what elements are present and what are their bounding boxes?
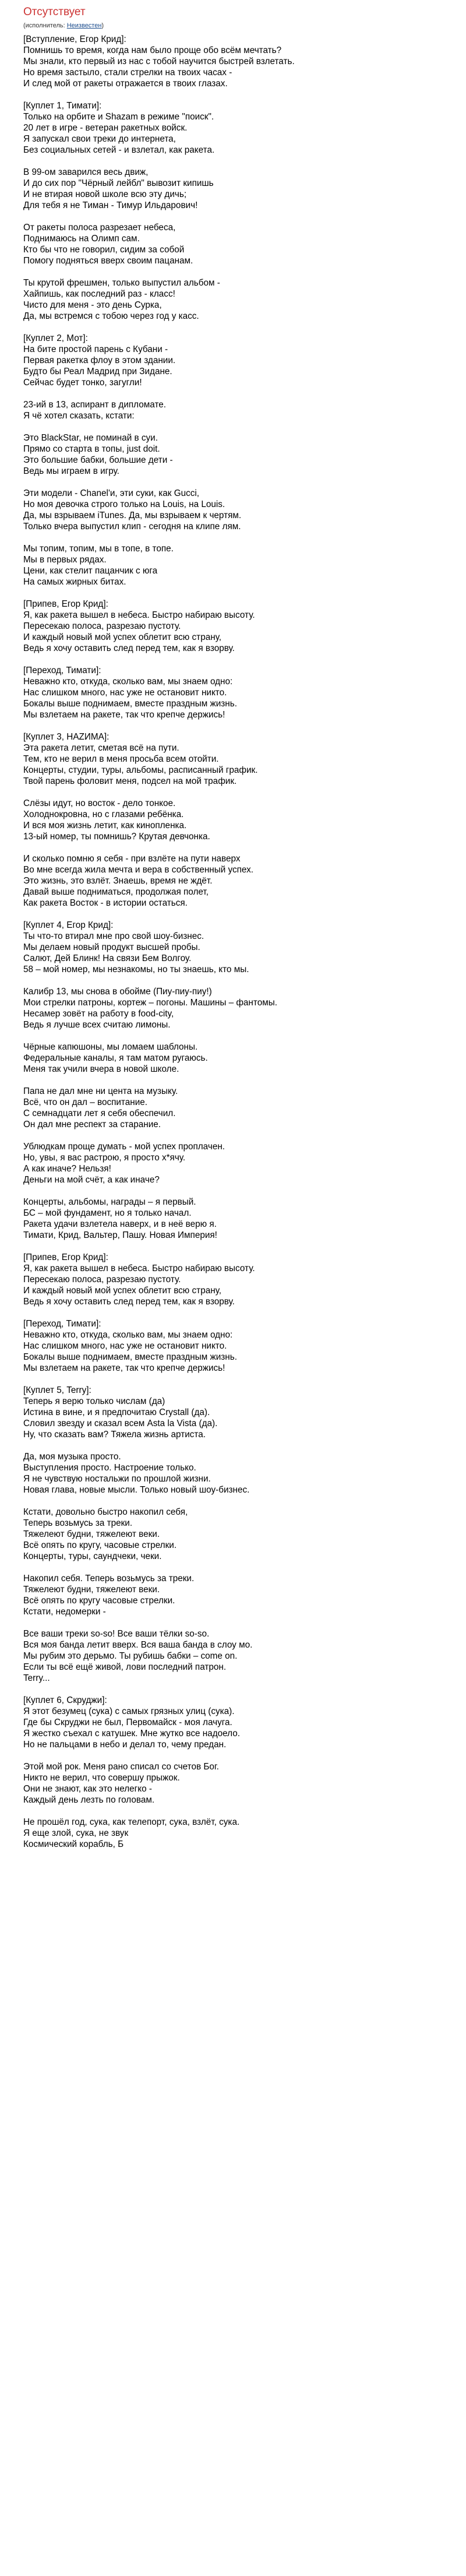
artist-suffix: ) [101, 22, 104, 29]
lyric-line: Федеральные каналы, я там матом ругаюсь. [23, 1053, 208, 1063]
lyric-line: 20 лет в игре - ветеран ракетных войск. [23, 123, 188, 133]
lyric-line: Да, мы встремся с тобою через год у касс. [23, 311, 199, 321]
lyric-line: Мы рубим это дерьмо. Ты рубишь бабки – come on. [23, 1651, 238, 1661]
lyric-line: Я чё хотел сказать, кстати: [23, 411, 135, 421]
stanza-break [23, 975, 443, 986]
lyric-line: Помогу подняться вверх своим пацанам. [23, 256, 193, 266]
stanza-break [23, 909, 443, 920]
stanza-break [23, 587, 443, 599]
lyric-line: В 99-ом заварился весь движ, [23, 167, 149, 177]
artist-prefix: (исполнитель: [23, 22, 67, 29]
lyric-line: Несамер зовёт на работу в food-city, [23, 1009, 174, 1019]
lyric-line: Где бы Скруджи не был, Первомайск - моя лачуга. [23, 1718, 232, 1727]
lyric-line: Концерты, альбомы, награды – я первый. [23, 1197, 196, 1207]
stanza-break [23, 1617, 443, 1628]
lyric-line: Это BlackStar, не поминай в суи. [23, 433, 158, 443]
lyric-line: Твой парень фоловит меня, подсел на мой трафик. [23, 776, 237, 786]
lyric-line: Ты крутой фрешмен, только выпустил альбом - [23, 278, 220, 288]
lyric-line: [Куплет 6, Скруджи]: [23, 1695, 107, 1705]
stanza-break [23, 1307, 443, 1318]
lyric-line: Я, как ракета вышел в небеса. Быстро набираю высоту. [23, 610, 255, 620]
stanza-break [23, 1440, 443, 1451]
lyric-line: [Куплет 5, Terry]: [23, 1385, 91, 1395]
stanza-break [23, 1750, 443, 1761]
lyric-line: Да, моя музыка просто. [23, 1452, 121, 1462]
lyric-line: Кстати, недомерки - [23, 1607, 106, 1617]
lyric-line: Но моя девочка строго только на Louis, на Louis. [23, 499, 225, 509]
lyric-line: Ты что-то втирал мне про свой шоу-бизнес. [23, 931, 204, 941]
lyric-line: Салют, Дей Блинк! На связи Бем Волгоу. [23, 953, 192, 963]
lyric-line: Будто бы Реал Мадрид при Зидане. [23, 367, 172, 376]
lyric-line: Меня так учили вчера в новой школе. [23, 1064, 179, 1074]
lyric-line: Тяжелеют будни, тяжелеют веки. [23, 1585, 160, 1595]
stanza-break [23, 1374, 443, 1385]
lyric-line: Чисто для меня - это день Сурка, [23, 300, 162, 310]
lyric-line: Вся моя банда летит вверх. Вся ваша банда в слоу мо. [23, 1640, 253, 1650]
stanza-break [23, 477, 443, 488]
lyric-line: Но не пальцами в небо и делал то, чему предан. [23, 1740, 227, 1750]
lyric-line: Бокалы выше поднимаем, вместе праздным жизнь. [23, 1352, 237, 1362]
lyric-line: Накопил себя. Теперь возьмусь за треки. [23, 1574, 195, 1583]
lyric-line: Да, мы взрываем iTunes. Да, мы взрываем к чертям. [23, 511, 242, 520]
lyric-line: Во мне всегда жила мечта и вера в собственный успех. [23, 865, 253, 875]
lyric-line: Теперь возьмусь за треки. [23, 1518, 133, 1528]
lyric-line: Для тебя я не Тиман - Тимур Ильдарович! [23, 200, 198, 210]
stanza-break [23, 1185, 443, 1196]
stanza-break [23, 720, 443, 731]
lyric-line: Чёрные капюшоны, мы ломаем шаблоны. [23, 1042, 198, 1052]
lyric-line: Истина в вине, и я предпочитаю Crystall (да). [23, 1407, 210, 1417]
lyrics-text [23, 34, 443, 1850]
lyric-line: Всё опять по кругу, часовые стрелки. [23, 1540, 177, 1550]
lyric-line: От ракеты полоса разрезает небеса, [23, 223, 176, 233]
stanza-break [23, 1241, 443, 1252]
lyric-line: Ведь я лучше всех считаю лимоны. [23, 1020, 171, 1030]
lyric-line: Космический корабль, Б [23, 1839, 124, 1849]
stanza-break [23, 89, 443, 100]
lyric-line: Первая ракетка флоу в этом здании. [23, 356, 176, 365]
lyric-line: [Куплет 4, Егор Крид]: [23, 920, 114, 930]
lyric-line: Ублюдкам проще думать - мой успех проплачен. [23, 1142, 225, 1152]
lyric-line: Слёзы идут, но восток - дело тонкое. [23, 798, 176, 808]
lyric-line: Помнишь то время, когда нам было проще обо всём мечтать? [23, 45, 282, 55]
lyric-line: Поднимаюсь на Олимп сам. [23, 234, 140, 244]
stanza-break [23, 156, 443, 167]
lyric-line: Пересекаю полоса, разрезаю пустоту. [23, 1275, 181, 1285]
lyric-line: Он дал мне респект за старание. [23, 1120, 161, 1129]
lyric-line: Это большие бабки, большие дети - [23, 455, 173, 465]
lyric-line: Я не чувствую ностальжи по прошлой жизни. [23, 1474, 211, 1484]
lyric-line: Я, как ракета вышел в небеса. Быстро набираю высоту. [23, 1264, 255, 1273]
lyric-line: Деньги на мой счёт, а как иначе? [23, 1175, 160, 1185]
lyric-line: Давай выше подниматься, продолжая полет, [23, 887, 209, 897]
lyric-line: Хайпишь, как последний раз - класс! [23, 289, 175, 299]
lyric-line: Нас слишком много, нас уже не остановит никто. [23, 688, 227, 698]
lyric-line: Ну, что сказать вам? Тяжела жизнь артиста. [23, 1430, 206, 1440]
lyric-line: Но, увы, я вас растрою, я просто х*ячу. [23, 1153, 186, 1163]
lyric-line: Я еще злой, сука, не звук [23, 1828, 129, 1838]
lyric-line: Тимати, Крид, Вальтер, Пашу. Новая Империя! [23, 1230, 217, 1240]
lyric-line: И каждый новый мой успех облетит всю страну, [23, 1286, 222, 1296]
lyric-line: На бите простой парень с Кубани - [23, 344, 168, 354]
lyric-line: Эти модели - Chanel'и, эти суки, как Gucci, [23, 488, 200, 498]
lyric-line: И вся моя жизнь летит, как кинопленка. [23, 821, 187, 830]
lyric-line: Я этот безумец (сука) с самых грязных улиц (сука). [23, 1706, 235, 1716]
lyric-line: Концерты, студии, туры, альбомы, расписанный график. [23, 765, 258, 775]
stanza-break [23, 421, 443, 432]
lyric-line: Калибр 13, мы снова в обойме (Пиу-пиу-пиу!) [23, 987, 212, 997]
lyric-line: Этой мой рок. Меня рано списал со счетов Бог. [23, 1762, 219, 1772]
stanza-break [23, 211, 443, 222]
lyric-line: [Припев, Егор Крид]: [23, 599, 108, 609]
lyric-line: 58 – мой номер, мы незнакомы, но ты знаешь, кто мы. [23, 965, 249, 974]
lyric-line: Все ваши треки so-so! Все ваши тёлки so-so. [23, 1629, 210, 1639]
lyric-line: Я жестко съехал с катушек. Мне жутко все надоело. [23, 1729, 240, 1739]
lyric-line: Словил звезду и сказал всем Asta la Vista (да). [23, 1419, 218, 1428]
lyric-line: Выступления просто. Настроение только. [23, 1463, 196, 1473]
lyric-line: Я запускал свои треки до интернета, [23, 134, 176, 144]
lyric-line: Ведь мы играем в игру. [23, 466, 119, 476]
lyric-line: Мы в первых рядах. [23, 555, 107, 565]
lyric-line: А как иначе? Нельзя! [23, 1164, 111, 1174]
lyric-line: Кто бы что не говорил, сидим за собой [23, 245, 185, 255]
lyric-line: Кстати, довольно быстро накопил себя, [23, 1507, 188, 1517]
lyric-line: И каждый новый мой успех облетит всю страну, [23, 632, 222, 642]
stanza-break [23, 1030, 443, 1041]
stanza-break [23, 1130, 443, 1141]
lyric-line: Только вчера выпустил клип - сегодня на клипе лям. [23, 522, 241, 532]
lyric-line: Мы делаем новый продукт высшей пробы. [23, 942, 200, 952]
stanza-break [23, 388, 443, 399]
lyric-line: Новая глава, новые мысли. Только новый шоу-бизнес. [23, 1485, 250, 1495]
lyric-line: Папа не дал мне ни цента на музыку. [23, 1086, 178, 1096]
stanza-break [23, 787, 443, 798]
lyric-line: На самых жирных битах. [23, 577, 126, 587]
lyric-line: Каждый день лезть по головам. [23, 1795, 155, 1805]
lyric-line: Ведь я хочу оставить след перед тем, как я взорву. [23, 643, 235, 653]
lyric-line: БС – мой фундамент, но я только начал. [23, 1208, 192, 1218]
stanza-break [23, 654, 443, 665]
lyric-line: [Куплет 2, Мот]: [23, 333, 88, 343]
lyric-line: Тем, кто не верил в меня просьба всем отойти. [23, 754, 219, 764]
lyric-line: Цени, как стелит пацанчик с юга [23, 566, 158, 576]
lyric-line: Прямо со старта в топы, just doit. [23, 444, 160, 454]
lyric-line: Эта ракета летит, сметая всё на пути. [23, 743, 179, 753]
lyric-line: Тяжелеют будни, тяжелеют веки. [23, 1529, 160, 1539]
lyric-line: [Вступление, Егор Крид]: [23, 34, 126, 44]
lyric-line: Не прошёл год, сука, как телепорт, сука, взлёт, сука. [23, 1817, 240, 1827]
lyric-line: Пересекаю полоса, разрезаю пустоту. [23, 621, 181, 631]
lyric-line: И след мой от ракеты отражается в твоих глазах. [23, 79, 228, 89]
lyric-line: Холоднокровна, но с глазами ребёнка. [23, 810, 184, 819]
lyric-line: Мы взлетаем на ракете, так что крепче держись! [23, 710, 225, 720]
lyric-line: [Куплет 1, Тимати]: [23, 101, 102, 111]
lyric-line: [Куплет 3, HAZИМА]: [23, 732, 110, 742]
lyric-line: И не втирая новой школе всю эту дичь; [23, 189, 187, 199]
lyric-line: [Припев, Егор Крид]: [23, 1252, 108, 1262]
lyric-line: Теперь я верю только числам (да) [23, 1396, 165, 1406]
lyric-line: Мы взлетаем на ракете, так что крепче держись! [23, 1363, 225, 1373]
lyric-line: 23-ий в 13, аспирант в дипломате. [23, 400, 167, 410]
lyric-line: Мои стрелки патроны, кортеж – погоны. Машины – фантомы. [23, 998, 277, 1008]
stanza-break [23, 1684, 443, 1695]
lyric-line: Это жизнь, это взлёт. Знаешь, время не ждёт. [23, 876, 213, 886]
lyric-line: И сколько помню я себя - при взлёте на пути наверх [23, 854, 241, 864]
lyric-line: И до сих пор "Чёрный лейбл" вывозит кипишь [23, 178, 214, 188]
lyric-line: Но время застыло, стали стрелки на твоих часах - [23, 68, 232, 78]
lyric-line: Только на орбите и Shazam в режиме "поиск". [23, 112, 214, 122]
lyric-line: С семнадцати лет я себя обеспечил. [23, 1108, 176, 1118]
stanza-break [23, 322, 443, 333]
stanza-break [23, 1495, 443, 1507]
lyric-line: Как ракета Восток - в истории остаться. [23, 898, 188, 908]
lyric-line: 13-ый номер, ты помнишь? Крутая девчонка. [23, 832, 210, 842]
lyric-line: Концерты, туры, саундчеки, чеки. [23, 1551, 162, 1561]
artist-link[interactable]: Неизвестен [66, 22, 102, 29]
lyric-line: Ведь я хочу оставить след перед тем, как я взорву. [23, 1297, 235, 1307]
lyric-line: Нас слишком много, нас уже не остановит никто. [23, 1341, 227, 1351]
lyric-line: Неважно кто, откуда, сколько вам, мы знаем одно: [23, 677, 233, 687]
stanza-break [23, 1806, 443, 1817]
stanza-break [23, 842, 443, 853]
lyric-line: Всё опять по кругу часовые стрелки. [23, 1596, 175, 1606]
lyric-line: Ракета удачи взлетела наверх, и в неё верю я. [23, 1219, 217, 1229]
lyric-line: Всё, что он дал – воспитание. [23, 1097, 148, 1107]
lyric-line: Если ты всё ещё живой, лови последний патрон. [23, 1662, 227, 1672]
stanza-break [23, 532, 443, 543]
lyric-line: Сейчас будет тонко, загугли! [23, 378, 142, 388]
lyric-line: Они не знают, как это нелегко - [23, 1784, 152, 1794]
lyric-line: Неважно кто, откуда, сколько вам, мы знаем одно: [23, 1330, 233, 1340]
lyric-line: [Переход, Тимати]: [23, 1319, 101, 1329]
stanza-break [23, 1562, 443, 1573]
stanza-break [23, 266, 443, 277]
lyric-line: Мы топим, топим, мы в топе, в топе. [23, 544, 174, 554]
lyric-line: Никто не верил, что совершу прыжок. [23, 1773, 180, 1783]
lyric-line: Terry... [23, 1673, 50, 1683]
lyric-line: Бокалы выше поднимаем, вместе праздным жизнь. [23, 699, 237, 709]
stanza-break [23, 1075, 443, 1086]
lyric-line: Без социальных сетей - и взлетал, как ракета. [23, 145, 215, 155]
artist-line [23, 22, 443, 29]
lyric-line: Мы знали, кто первый из нас с тобой научится быстрей взлетать. [23, 57, 295, 66]
song-title: Отсутствует [23, 6, 86, 18]
lyric-line: [Переход, Тимати]: [23, 666, 101, 675]
